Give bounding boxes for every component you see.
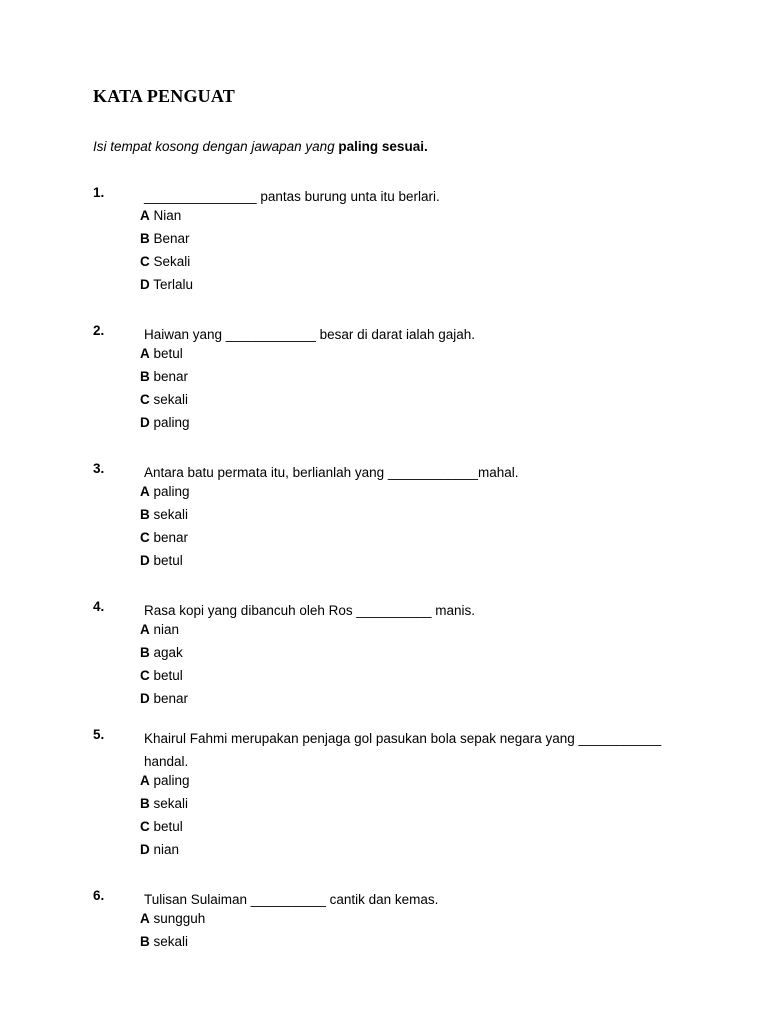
- option-c[interactable]: [140, 668, 183, 683]
- option-c[interactable]: [140, 392, 188, 407]
- option-text: sekali: [149, 507, 189, 522]
- question-number: 2.: [93, 323, 105, 338]
- option-text: sekali: [149, 934, 189, 949]
- option-text: benar: [149, 691, 189, 706]
- option-text: Sekali: [149, 254, 191, 269]
- option-b[interactable]: [140, 507, 188, 522]
- option-letter: C: [140, 392, 150, 407]
- option-letter: D: [140, 277, 150, 292]
- option-text: benar: [149, 530, 189, 545]
- option-a[interactable]: [140, 346, 183, 361]
- option-c[interactable]: [140, 254, 190, 269]
- option-text: benar: [149, 369, 189, 384]
- option-text: betul: [149, 553, 183, 568]
- question-number: 5.: [93, 727, 105, 742]
- question-text: Rasa kopi yang dibancuh oleh Ros __________ manis.: [144, 603, 475, 618]
- option-d[interactable]: [140, 277, 193, 292]
- option-letter: B: [140, 369, 150, 384]
- option-text: sekali: [149, 392, 189, 407]
- option-letter: C: [140, 254, 150, 269]
- option-letter: B: [140, 934, 150, 949]
- option-text: paling: [149, 415, 190, 430]
- option-text: paling: [149, 484, 190, 499]
- option-c[interactable]: [140, 530, 188, 545]
- question-number: 3.: [93, 461, 105, 476]
- option-d[interactable]: [140, 842, 179, 857]
- question-number: 6.: [93, 888, 105, 903]
- option-c[interactable]: [140, 819, 183, 834]
- option-letter: D: [140, 842, 150, 857]
- option-letter: A: [140, 484, 150, 499]
- option-text: betul: [149, 819, 183, 834]
- question-number: 4.: [93, 599, 105, 614]
- option-letter: A: [140, 208, 150, 223]
- option-text: betul: [149, 346, 183, 361]
- question-number: 1.: [93, 185, 105, 200]
- option-b[interactable]: [140, 796, 188, 811]
- option-text: Nian: [149, 208, 182, 223]
- option-text: nian: [149, 842, 180, 857]
- option-a[interactable]: [140, 484, 190, 499]
- page-title: KATA PENGUAT: [93, 86, 235, 106]
- option-text: agak: [149, 645, 183, 660]
- option-letter: A: [140, 346, 150, 361]
- option-d[interactable]: [140, 415, 190, 430]
- option-d[interactable]: [140, 691, 188, 706]
- option-d[interactable]: [140, 553, 183, 568]
- option-text: Terlalu: [149, 277, 194, 292]
- option-a[interactable]: [140, 208, 181, 223]
- option-a[interactable]: [140, 911, 205, 926]
- option-b[interactable]: [140, 231, 190, 246]
- question-text: Khairul Fahmi merupakan penjaga gol pasukan bola sepak negara yang ___________ handal.: [144, 731, 662, 769]
- option-b[interactable]: [140, 369, 188, 384]
- instruction: [93, 139, 428, 154]
- option-text: betul: [149, 668, 183, 683]
- option-a[interactable]: [140, 622, 179, 637]
- option-letter: B: [140, 231, 150, 246]
- option-letter: D: [140, 691, 150, 706]
- question-text: Antara batu permata itu, berlianlah yang ____________mahal.: [144, 465, 519, 480]
- option-text: sungguh: [149, 911, 206, 926]
- option-letter: D: [140, 415, 150, 430]
- option-text: paling: [149, 773, 190, 788]
- option-text: nian: [149, 622, 180, 637]
- option-text: Benar: [149, 231, 190, 246]
- option-b[interactable]: [140, 645, 183, 660]
- instruction-emphasis: paling sesuai.: [338, 139, 428, 154]
- option-letter: B: [140, 645, 150, 660]
- option-letter: A: [140, 773, 150, 788]
- option-letter: B: [140, 507, 150, 522]
- option-a[interactable]: [140, 773, 190, 788]
- option-letter: D: [140, 553, 150, 568]
- option-letter: A: [140, 911, 150, 926]
- instruction-text: Isi tempat kosong dengan jawapan yang: [93, 139, 339, 154]
- option-letter: C: [140, 668, 150, 683]
- option-letter: A: [140, 622, 150, 637]
- option-letter: B: [140, 796, 150, 811]
- option-letter: C: [140, 530, 150, 545]
- question-text: Tulisan Sulaiman __________ cantik dan kemas.: [144, 892, 439, 907]
- question-text: _______________ pantas burung unta itu berlari.: [144, 189, 440, 204]
- option-text: sekali: [149, 796, 189, 811]
- option-b[interactable]: [140, 934, 188, 949]
- question-text: Haiwan yang ____________ besar di darat ialah gajah.: [144, 327, 476, 342]
- option-letter: C: [140, 819, 150, 834]
